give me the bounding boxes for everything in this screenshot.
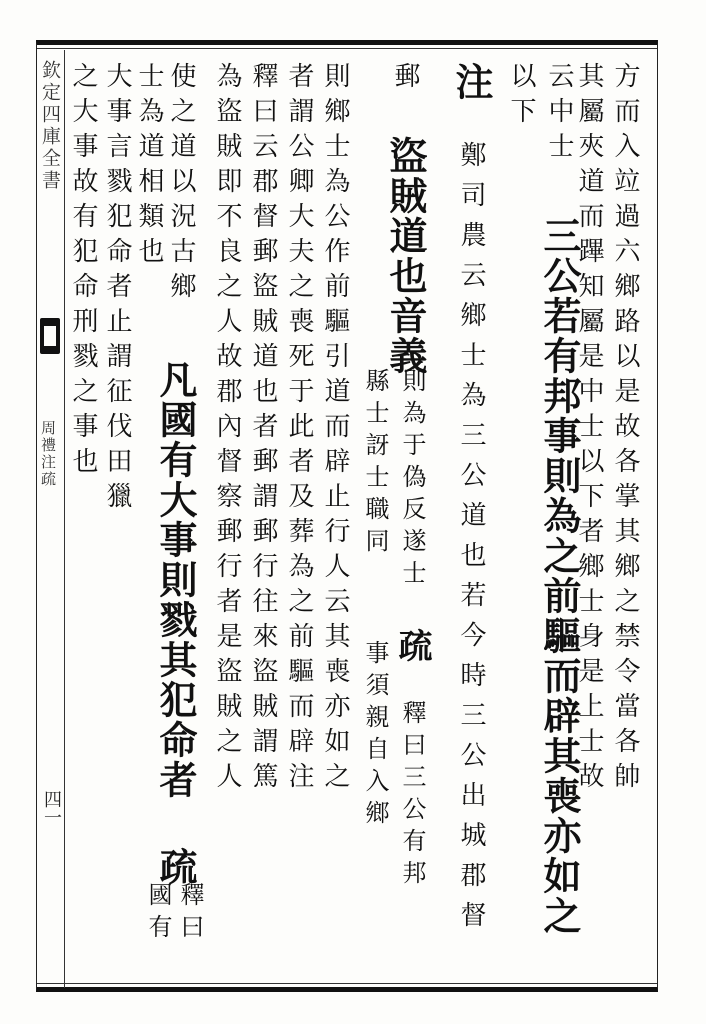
page-number: 四一 [41,790,62,826]
note-run: 釋曰三公有邦 [398,700,426,892]
text-run: 鄭司農云鄉士為三公道也若今時三公出城郡督 [456,141,486,941]
text-run: 使之道以況古鄉 [166,62,196,307]
book-title: 周禮注疏 [39,420,57,488]
text-run: 大事言戮犯命者止謂征伐田獵 [102,62,132,517]
text-column [612,62,638,797]
note-run: 事須親自入鄉 [361,640,389,832]
text-run: 其屬夾道而蹕知屬是中士以下者鄉士身是上士故 [574,62,604,797]
main-text-run: 凡國有大事則戮其犯命者 [153,360,198,800]
annotation-marker: 注 [449,62,494,102]
text-run: 郵 [390,62,420,97]
small-note-column [392,368,432,892]
note-run: 國有 [144,882,172,946]
text-column [70,62,96,482]
main-text-run: 盜賊道也音義 [383,136,428,376]
text-column [250,62,276,797]
text-column [508,62,534,132]
text-column [383,62,428,376]
text-run: 云中士 [544,62,574,167]
main-text-column [153,360,198,887]
text-run: 釋曰云郡督郵盜賊道也者郵謂郵行往來盜賊謂篤 [248,62,278,797]
small-note-column [363,368,387,832]
text-column [286,62,312,797]
note-run: 則為于偽反遂士 [398,368,426,592]
text-run: 以下 [506,62,536,132]
commentary-marker: 疏 [392,628,432,664]
note-run: 釋曰 [176,882,204,946]
text-run: 士為道相類也 [134,62,164,272]
main-text-run: 三公若有邦事則為之前驅而辟其喪亦如之 [537,216,582,936]
text-column [449,62,494,941]
small-note-column [146,882,170,946]
text-column [136,62,162,272]
small-note-column [178,882,202,946]
text-run: 者謂公卿大夫之喪死于此者及葬為之前驅而辟注 [284,62,314,797]
text-column [214,62,240,797]
fish-tail-mark-icon [40,318,60,354]
text-column [168,62,194,307]
text-column [104,62,130,517]
commentary-marker: 疏 [153,847,198,887]
text-run: 為盜賊即不良之人故郡內督察郵行者是盜賊之人 [212,62,242,797]
text-run: 之大事故有犯命刑戮之事也 [68,62,98,482]
text-column [537,62,582,936]
text-run: 方而入竝過六鄉路以是故各掌其鄉之禁令當各帥 [610,62,640,797]
text-column [322,62,348,797]
text-run: 則鄉士為公作前驅引道而辟止行人云其喪亦如之 [320,62,350,797]
note-run: 縣士訝士職同 [361,368,389,560]
library-title: 欽定四庫全書 [39,60,61,192]
